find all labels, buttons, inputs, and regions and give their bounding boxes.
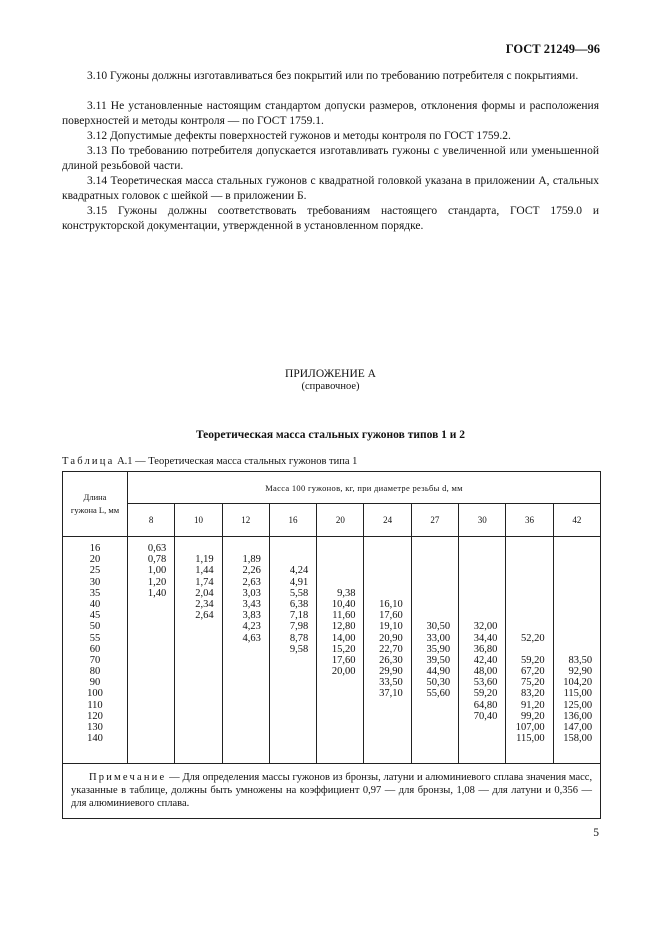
mass-value xyxy=(459,733,505,744)
mass-value xyxy=(506,565,552,576)
mass-value xyxy=(412,588,458,599)
mass-value xyxy=(317,711,363,722)
mass-value: 147,00 xyxy=(563,722,593,733)
mass-value: 19,10 xyxy=(379,621,403,633)
mass-value xyxy=(223,722,269,733)
mass-value: 3,43 xyxy=(242,598,261,610)
length-value: 110 xyxy=(87,699,103,711)
mass-value xyxy=(554,633,600,644)
mass-value: 2,04 xyxy=(195,587,214,599)
length-value: 20 xyxy=(89,554,101,566)
mass-value: 115,00 xyxy=(563,688,593,700)
mass-value xyxy=(223,543,269,554)
mass-value xyxy=(364,700,410,711)
table-note xyxy=(63,764,601,819)
mass-value xyxy=(412,711,458,722)
mass-value: 91,20 xyxy=(521,699,545,711)
mass-value xyxy=(175,677,221,688)
paragraph-3-11: 3.11 Не установленные настоящим стандартом допуски размеров, отклонения формы и расположения поверхностей и методы контроля — по ГОСТ 1759.1. xyxy=(62,100,599,127)
mass-value: 1,44 xyxy=(195,565,214,577)
mass-value xyxy=(175,711,221,722)
length-value: 60 xyxy=(89,643,101,655)
length-value: 80 xyxy=(89,666,101,678)
table-caption-word: Таблица xyxy=(62,456,115,467)
mass-header: Масса 100 гужонов, кг, при диаметре резьбы d, мм xyxy=(128,472,601,504)
mass-value: 12,80 xyxy=(331,621,356,633)
mass-value xyxy=(270,543,316,554)
mass-column xyxy=(317,537,364,764)
diameter-header-row xyxy=(63,504,601,537)
mass-value xyxy=(175,543,221,554)
mass-value: 4,91 xyxy=(289,576,309,588)
mass-value xyxy=(459,588,505,599)
mass-column xyxy=(459,537,506,764)
mass-value xyxy=(128,610,174,621)
mass-value xyxy=(459,543,505,554)
mass-value: 1,19 xyxy=(195,554,214,566)
mass-value: 99,20 xyxy=(521,710,545,722)
table-caption xyxy=(62,456,357,467)
mass-value: 1,40 xyxy=(147,587,167,599)
length-value: 50 xyxy=(89,621,101,633)
mass-value xyxy=(270,722,316,733)
mass-value: 0,63 xyxy=(147,543,167,554)
mass-column xyxy=(553,537,600,764)
mass-value xyxy=(412,577,458,588)
mass-value xyxy=(554,543,600,554)
mass-value: 32,00 xyxy=(473,621,498,633)
mass-value xyxy=(175,722,221,733)
mass-value: 0,78 xyxy=(147,554,167,566)
mass-value: 20,00 xyxy=(331,666,356,678)
mass-value: 115,00 xyxy=(516,733,545,745)
mass-value: 6,38 xyxy=(289,598,309,610)
mass-column xyxy=(364,537,411,764)
mass-value: 52,20 xyxy=(521,632,545,644)
mass-value xyxy=(317,543,363,554)
table-caption-text: А.1 — Теоретическая масса стальных гужонов типа 1 xyxy=(117,456,358,467)
diameter-header-cell: 12 xyxy=(222,504,269,537)
mass-value xyxy=(270,677,316,688)
mass-value xyxy=(459,577,505,588)
mass-value: 10,40 xyxy=(331,598,356,610)
mass-value xyxy=(270,666,316,677)
mass-value xyxy=(223,644,269,655)
mass-value: 33,00 xyxy=(426,632,451,644)
mass-value xyxy=(270,655,316,666)
mass-value xyxy=(128,621,174,632)
mass-value xyxy=(554,565,600,576)
mass-value: 2,63 xyxy=(242,576,261,588)
mass-value: 39,50 xyxy=(426,654,451,666)
mass-value xyxy=(128,688,174,699)
mass-value xyxy=(223,711,269,722)
length-value: 40 xyxy=(89,598,101,610)
mass-value: 104,20 xyxy=(563,677,593,689)
mass-value xyxy=(175,666,221,677)
mass-value: 1,20 xyxy=(147,576,167,588)
length-value: 45 xyxy=(89,610,101,622)
mass-value: 2,34 xyxy=(195,598,214,610)
mass-value xyxy=(175,621,221,632)
mass-value: 30,50 xyxy=(426,621,451,633)
mass-value xyxy=(270,554,316,565)
diameter-header-cell: 27 xyxy=(411,504,458,537)
mass-value: 26,30 xyxy=(379,654,403,666)
mass-value xyxy=(317,554,363,565)
mass-value: 1,89 xyxy=(242,554,261,566)
mass-value: 75,20 xyxy=(521,677,545,689)
mass-value xyxy=(364,554,410,565)
mass-value: 5,58 xyxy=(289,587,309,599)
mass-value: 2,26 xyxy=(242,565,261,577)
mass-value xyxy=(412,733,458,744)
mass-value: 8,78 xyxy=(289,632,309,644)
length-value: 90 xyxy=(89,677,101,689)
mass-value: 44,90 xyxy=(426,666,451,678)
mass-value xyxy=(317,577,363,588)
diameter-header-cell: 24 xyxy=(364,504,411,537)
length-value: 55 xyxy=(89,632,101,644)
mass-value: 17,60 xyxy=(331,654,356,666)
mass-value xyxy=(175,688,221,699)
mass-value: 92,90 xyxy=(568,666,593,678)
mass-value xyxy=(506,644,552,655)
diameter-header-cell: 30 xyxy=(459,504,506,537)
mass-value xyxy=(317,722,363,733)
mass-value xyxy=(175,633,221,644)
mass-value xyxy=(364,588,410,599)
mass-value: 1,00 xyxy=(147,565,167,577)
mass-column xyxy=(269,537,316,764)
diameter-header-cell: 42 xyxy=(553,504,600,537)
length-value: 100 xyxy=(87,688,103,700)
mass-value xyxy=(506,588,552,599)
mass-value: 22,70 xyxy=(379,643,403,655)
appendix-subtitle: (справочное) xyxy=(301,381,360,392)
mass-value: 3,03 xyxy=(242,587,261,599)
mass-value xyxy=(128,733,174,744)
length-value: 35 xyxy=(89,587,101,599)
mass-value xyxy=(317,700,363,711)
page-number: 5 xyxy=(593,827,599,839)
mass-column xyxy=(222,537,269,764)
paragraph-3-15: 3.15 Гужоны должны соответствовать требованиям настоящего стандарта, ГОСТ 1759.0 и конструкторской документации, утвержденной в установленном порядке. xyxy=(62,205,599,232)
mass-value xyxy=(459,599,505,610)
mass-value xyxy=(506,610,552,621)
mass-value xyxy=(270,700,316,711)
mass-value xyxy=(270,733,316,744)
mass-value xyxy=(128,633,174,644)
mass-value xyxy=(128,599,174,610)
mass-value: 11,60 xyxy=(332,610,356,622)
mass-table xyxy=(62,471,601,819)
mass-value xyxy=(506,621,552,632)
mass-value: 15,20 xyxy=(331,643,356,655)
length-header xyxy=(63,472,128,537)
mass-value xyxy=(175,655,221,666)
mass-value xyxy=(317,565,363,576)
mass-value: 33,50 xyxy=(379,677,403,689)
mass-value xyxy=(223,688,269,699)
mass-value: 7,98 xyxy=(289,621,309,633)
mass-value: 125,00 xyxy=(563,699,593,711)
mass-value xyxy=(128,666,174,677)
mass-value: 50,30 xyxy=(426,677,451,689)
mass-value xyxy=(459,565,505,576)
mass-value xyxy=(270,688,316,699)
mass-value xyxy=(175,700,221,711)
mass-column xyxy=(411,537,458,764)
length-value: 30 xyxy=(89,576,101,588)
mass-value: 4,63 xyxy=(242,632,261,644)
mass-value xyxy=(364,565,410,576)
length-header-line1: Длина xyxy=(83,492,107,502)
mass-value xyxy=(506,543,552,554)
mass-value xyxy=(223,655,269,666)
mass-value xyxy=(554,599,600,610)
mass-value xyxy=(412,599,458,610)
mass-value: 70,40 xyxy=(473,710,498,722)
mass-value xyxy=(412,610,458,621)
mass-value: 53,60 xyxy=(473,677,498,689)
paragraph-3-12: 3.12 Допустимые дефекты поверхностей гужонов и методы контроля по ГОСТ 1759.2. xyxy=(87,130,511,142)
mass-value: 9,38 xyxy=(337,587,356,599)
mass-column xyxy=(175,537,222,764)
mass-value: 107,00 xyxy=(515,722,545,733)
mass-value: 48,00 xyxy=(473,666,498,678)
length-value: 16 xyxy=(89,543,101,554)
mass-value xyxy=(412,554,458,565)
diameter-header-cell: 16 xyxy=(269,504,316,537)
mass-value xyxy=(364,711,410,722)
mass-value: 3,83 xyxy=(242,610,261,622)
mass-value xyxy=(364,733,410,744)
mass-value: 59,20 xyxy=(473,688,498,700)
data-row xyxy=(63,537,601,764)
mass-value: 16,10 xyxy=(379,598,403,610)
length-header-line2: гужона L, мм xyxy=(70,505,120,515)
mass-value xyxy=(223,666,269,677)
mass-value xyxy=(412,565,458,576)
mass-value xyxy=(459,610,505,621)
mass-value xyxy=(223,700,269,711)
mass-value xyxy=(506,554,552,565)
mass-value: 55,60 xyxy=(426,688,451,700)
mass-value xyxy=(128,677,174,688)
mass-value: 4,24 xyxy=(289,565,309,577)
mass-value: 83,20 xyxy=(521,688,545,700)
diameter-header-cell: 36 xyxy=(506,504,553,537)
mass-value xyxy=(270,711,316,722)
document-header: ГОСТ 21249—96 xyxy=(505,42,600,56)
mass-value: 17,60 xyxy=(379,610,403,622)
mass-value xyxy=(364,722,410,733)
length-value: 120 xyxy=(87,710,103,722)
mass-value xyxy=(554,621,600,632)
mass-value: 59,20 xyxy=(521,654,545,666)
diameter-header-cell: 8 xyxy=(128,504,175,537)
mass-value xyxy=(459,722,505,733)
mass-value xyxy=(175,644,221,655)
mass-value xyxy=(554,554,600,565)
mass-value xyxy=(412,700,458,711)
mass-value xyxy=(223,677,269,688)
mass-value xyxy=(317,677,363,688)
mass-value xyxy=(554,610,600,621)
appendix-title: ПРИЛОЖЕНИЕ А xyxy=(285,368,376,380)
mass-value: 1,74 xyxy=(195,576,214,588)
mass-value xyxy=(412,722,458,733)
mass-value: 4,23 xyxy=(242,621,261,633)
mass-value: 42,40 xyxy=(473,654,498,666)
mass-value: 20,90 xyxy=(379,632,403,644)
mass-value xyxy=(128,711,174,722)
mass-value: 14,00 xyxy=(331,632,356,644)
mass-value xyxy=(554,577,600,588)
mass-value: 83,50 xyxy=(568,654,593,666)
diameter-header-cell: 10 xyxy=(175,504,222,537)
appendix-heading: Теоретическая масса стальных гужонов типов 1 и 2 xyxy=(195,429,466,441)
mass-value xyxy=(459,554,505,565)
mass-value: 158,00 xyxy=(563,733,593,745)
paragraph-3-10: 3.10 Гужоны должны изготавливаться без покрытий или по требованию потребителя с покрытиями. xyxy=(87,70,579,82)
mass-value xyxy=(223,733,269,744)
length-value: 140 xyxy=(87,733,103,745)
mass-value xyxy=(554,644,600,655)
mass-value: 7,18 xyxy=(289,610,309,622)
mass-value: 34,40 xyxy=(473,632,498,644)
mass-value xyxy=(128,655,174,666)
mass-value: 64,80 xyxy=(473,699,498,711)
diameter-header-cell: 20 xyxy=(317,504,364,537)
mass-value: 2,64 xyxy=(195,610,214,622)
length-value: 70 xyxy=(89,654,101,666)
mass-value xyxy=(128,644,174,655)
length-column xyxy=(63,537,128,764)
mass-value: 35,90 xyxy=(426,643,451,655)
mass-column xyxy=(506,537,553,764)
mass-value xyxy=(506,577,552,588)
mass-value: 9,58 xyxy=(289,643,309,655)
mass-value xyxy=(317,688,363,699)
note-text: — Для определения массы гужонов из бронзы, латуни и алюминиевого сплава значения масс, указанные в таблице, должны быть умножены на коэффициент 0,97 — для бронзы, 1,08 — для латуни и 0,356 — для алюминиевого сплава. xyxy=(71,772,593,809)
mass-value xyxy=(128,700,174,711)
mass-value xyxy=(128,722,174,733)
mass-column xyxy=(128,537,175,764)
length-value: 130 xyxy=(87,722,103,733)
mass-value xyxy=(317,733,363,744)
mass-value xyxy=(364,577,410,588)
paragraph-3-14: 3.14 Теоретическая масса стальных гужонов с квадратной головкой указана в приложении А, стальных квадратных головок с шейкой — в приложении Б. xyxy=(62,175,599,202)
mass-value: 136,00 xyxy=(563,710,593,722)
mass-value: 29,90 xyxy=(379,666,403,678)
mass-value xyxy=(506,599,552,610)
mass-value xyxy=(554,588,600,599)
mass-value xyxy=(412,543,458,554)
mass-value: 67,20 xyxy=(521,666,545,678)
mass-value xyxy=(364,543,410,554)
note-label: Примечание xyxy=(89,772,167,783)
mass-value: 37,10 xyxy=(379,688,403,700)
mass-value xyxy=(175,733,221,744)
length-value: 25 xyxy=(89,565,101,577)
mass-value: 36,80 xyxy=(473,643,498,655)
paragraph-3-13: 3.13 По требованию потребителя допускается изготавливать гужоны с увеличенной или уменьшенной длиной резьбовой части. xyxy=(62,145,599,172)
